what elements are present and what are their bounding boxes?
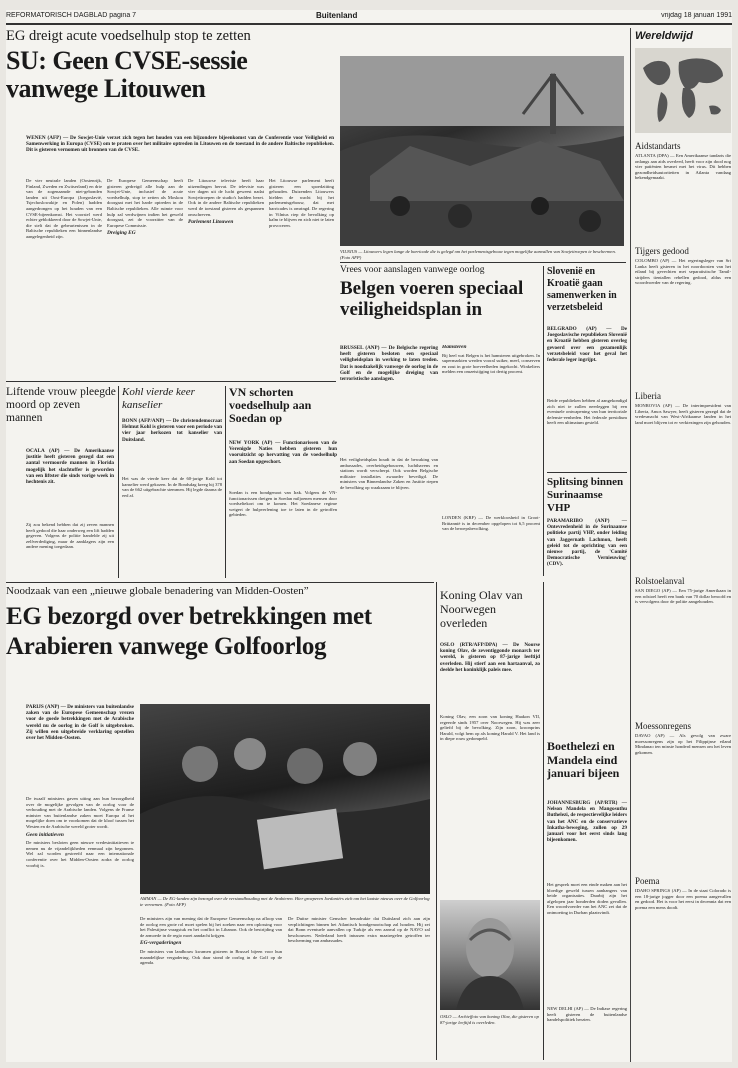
a5-body: Zij zou bekend hebben dat zij zeven mannen heeft gedood die haar onderweg een lift hadden gegeven. Volgens de politie handelde zij uit zelfverdediging, maar de aanklagers zijn een andere mening toegedaan.	[26, 522, 114, 550]
a10-sub1: Geen initiatieven	[26, 831, 64, 838]
a6-lead: BONN (AFP/ANP) — De christendemocraat Helmut Kohl is gisteren voor een periode van vier jaar herkozen tot kanselier van Duitsland.	[122, 418, 222, 443]
a3-headline: Slovenië en Kroatië gaan samenwerken in verzetsbeleid	[547, 266, 617, 313]
a8-headline: Koning Olav van Noorwegen overleden	[440, 588, 523, 630]
a5-headline: Liftende vrouw pleegde moord op zeven mannen	[6, 386, 116, 424]
ww-item-title: Tijgers gedood	[635, 246, 689, 256]
a4-lead: PARAMARIBO (ANP) — Ontevredenheid in de Surinaamse politieke partij VHP, onder leiding van Jaggernath Lachmon, heeft geleid tot de oprichting van een nieuwe partij, de 'Comité Democratische Vernieuwing' (CDV).	[547, 518, 627, 568]
a1-col3: De Litouwse televisie heeft haar uitzendingen hervat. De televisie was vier dagen uit de lucht geweest nadat Sowjettroepen de studio's hadden bezet. Ook in de andere Baltische republieken werd de toestand gisteren als gespannen omschreven.	[188, 178, 264, 217]
a8-body: Koning Olav, een zoon van koning Haakon VII, regeerde sinds 1957 over Noorwegen. Hij was zeer geliefd bij de bevolking. Zijn zoon, kroonprins Harald, volgt hem op als koning Harald V. Het land is in diepe rouw gedompeld.	[440, 714, 540, 742]
ww-item	[635, 576, 731, 718]
a2-body: Het veiligheidsplan houdt in dat de bewaking van ambassades, overheidsgebouwen, luchthavens en stations wordt verscherpt. Ook worden Belgische militaire installaties zwaarder beveiligd. De ministers van Binnenlandse Zaken en Justitie riepen de bevolking op waakzaam te blijven.	[340, 457, 438, 490]
a10-sub2: EG-vergaderingen	[140, 940, 182, 947]
col-rule	[436, 582, 437, 1060]
photo-amman-graphic	[140, 704, 430, 894]
world-map-icon	[635, 48, 731, 133]
ww-item-text: DAVAO (AP) — Als gevolg van zware moessonregens zijn op het Filippijnse eiland Mindanao ten minste honderd mensen om het leven gekomen.	[635, 733, 731, 755]
a2-dateline: LONDEN (KRF) — De werkloosheid in Groot-Brittannië is in december opgelopen tot 6,5 procent van de beroepsbevolking.	[442, 515, 540, 532]
a7-headline: VN schorten voedselhulp aan Soedan op	[229, 386, 312, 425]
photo-vilnius-caption: VILNIUS — Litouwers legen lange de barricade die is gelegd om het parlementsgebouw tegen mogelijke aanvallen van Sowjettroepen te beschermen. (Foto AFP)	[340, 249, 616, 260]
ww-item-text: COLOMBO (AP) — Het regeringsleger van Sri Lanka heeft gisteren in het noordoosten van het eiland bij gevechten met separatistische Tamil-strijders tientallen rebellen gedood, aldus een woordvoerder van de regering.	[635, 258, 731, 286]
a1-sub1: Dreiging EG	[107, 230, 136, 237]
ww-item-title: Poema	[635, 876, 660, 886]
wereldwijd-title: Wereldwijd	[635, 30, 693, 42]
photo-vilnius	[340, 56, 624, 246]
divider	[340, 262, 626, 263]
a1-sub2: Parlement Litouwen	[188, 219, 234, 226]
a2-lead: BRUSSEL (ANP) — De Belgische regering heeft gisteren besloten een speciaal veiligheidsplan in werking te laten treden. Dat is noodzakelijk vanwege de oorlog in de Golf en de mogelijke dreiging van terroristische aanslagen.	[340, 345, 438, 383]
divider	[547, 472, 627, 473]
ww-item	[635, 141, 731, 243]
world-map-graphic	[635, 48, 731, 133]
a6-headline: Kohl vierde keer kanselier	[122, 386, 195, 411]
col-rule	[118, 386, 119, 578]
a10-col2: De ministers zijn van mening dat de Europese Gemeenschap na afloop van de oorlog een grote rol moet spelen bij het zoeken naar een oplossing voor het Palestijnse vraagstuk en het conflict in Libanon. Ook de bestrijding van de armoede in de regio moet aandacht krijgen.	[140, 916, 282, 938]
a10-col1-wrap	[26, 796, 134, 1058]
a10-kicker: Noodzaak van een „nieuwe globale benadering van Midden-Oosten”	[6, 585, 309, 597]
col-rule	[543, 582, 544, 1060]
a9-lead: JOHANNESBURG (AP/RTR) — Nelson Mandela en Mangosuthu Buthelezi, de respectievelijke leiders van het ANC en de conservatieve Inkatha-beweging, zullen op 29 januari voor het eerst sinds lang bijeenkomen.	[547, 800, 627, 844]
ww-item-text: MONROVIA (AP) — De interimpresident van Liberia, Amos Sawyer, heeft gisteren gezegd dat de vredesmacht van West-Afrikaanse landen in het land moet blijven tot er verkiezingen zijn gehouden.	[635, 403, 731, 425]
a2-kicker: Vrees voor aanslagen vanwege oorlog	[340, 265, 485, 275]
a10-col1: De twaalf ministers gaven uiting aan hun bezorgdheid over de mogelijke gevolgen van de oorlog voor de verhouding met de Arabische landen. Volgens de Franse minister van buitenlandse zaken moet Europa al het mogelijke doen om te voorkomen dat de kloof tussen het Westen en de Arabische wereld groter wordt.	[26, 796, 134, 829]
a10-col3: De Duitse minister Genscher benadrukte dat Duitsland zich aan zijn verplichtingen binnen het Atlantisch bondgenootschap zal houden. Hij zei dat Bonn eventuele aanvallen op Turkije als een aanval op de NAVO zal beschouwen. Nederland heeft intussen extra maatregelen getroffen ter bescherming van ambassades.	[288, 916, 430, 944]
a3-lead: BELGRADO (AP) — De Joegoslavische republieken Slovenië en Kroatië hebben gisteren overleg gevoerd over een gezamenlijk verzetsbeleid voor het geval het federale leger ingrijpt.	[547, 326, 627, 364]
page-header	[6, 12, 732, 22]
a5-lead: OCALA (AP) — De Amerikaanse justitie heeft gisteren gezegd dat een aantal vermoorde mannen in Florida mogelijk het slachtoffer is geworden van een liftster die sinds vorige week in hechtenis zit.	[26, 448, 114, 486]
ww-item	[635, 721, 731, 873]
a10-col1b: De ministers besloten geen nieuwe vredesinitiatieven te nemen nu de vijandelijkheden eenmaal zijn begonnen. Wel zal worden gestreefd naar een internationale conferentie over het Midden-Oosten zodra de oorlog voorbij is.	[26, 840, 134, 868]
header-rule	[6, 23, 732, 25]
photo-olav-caption: OSLO — Archieffoto van koning Olav, die gisteren op 87-jarige leeftijd is overleden.	[440, 1014, 539, 1025]
divider	[6, 381, 336, 382]
a9-body: Het gesprek moet een einde maken aan het bloedige geweld tussen aanhangers van beide organisaties. Daarbij zijn het afgelopen jaar honderden doden gevallen. Een woordvoerder van het ANC zei dat de ontmoeting in Durban plaatsvindt.	[547, 882, 627, 915]
header-date: vrijdag 18 januari 1991	[661, 12, 732, 19]
a3-body: Beide republieken hebben al aangekondigd zich niet te zullen neerleggen bij een eventuele ontwapening van hun territoriale defensie-eenheden. Het federale presidium heeft een ultimatum gesteld.	[547, 398, 627, 426]
a1-col2: De Europese Gemeenschap heeft gisteren gedreigd alle hulp aan de Sowjet-Unie, inclusief de acute voedselhulp, stop te zetten als Moskou doorgaat met het harde optreden in de Baltische republieken. Alle ruimte voor hulp zal verdwijnen indien het geweld doorgaat, zei de voorzitter van de Europese Commissie.	[107, 178, 183, 228]
photo-amman-caption: AMMAN — De EG-landen zijn bezorgd over de verstandhouding met de Arabieren. Hier groeperen Jordaniërs zich om het laatste nieuws over de Golfoorlog te vernemen. (Foto AFP)	[140, 896, 430, 907]
ww-item-title: Moessonregens	[635, 721, 691, 731]
col-rule	[225, 386, 226, 578]
a2-col2	[442, 345, 540, 510]
a10-col2-wrap	[140, 916, 282, 1060]
header-section: Buitenland	[316, 12, 358, 20]
photo-olav	[440, 900, 540, 1010]
a9-headline: Boethelezi en Mandela eind januari bijeen	[547, 740, 620, 780]
a1-col3-wrap	[188, 178, 264, 378]
ww-item-title: Liberia	[635, 391, 661, 401]
photo-vilnius-graphic	[340, 56, 624, 246]
ww-item	[635, 391, 731, 573]
a2-sub: Hamsteren	[442, 345, 467, 350]
a2-body2: Bij heel wat Belgen is het hamsteren uitgebroken. In supermarkten werden vooral suiker, meel, conserven en zout in grote hoeveelheden ingekocht. Winkeliers melden een omzetstijging tot dertig procent.	[442, 352, 540, 375]
ww-item-text: SAN DIEGO (AP) — Een 75-jarige Amerikaan in een rolstoel heeft een bank van 70 dollar beroofd en is vervolgens door de politie aangehouden.	[635, 588, 731, 605]
a1-lead: WENEN (AFP) — De Sowjet-Unie verzet zich tegen het houden van een bijzondere bijeenkomst van de Conferentie voor Veiligheid en Samenwerking in Europa (CVSE) om te praten over het militaire optreden in Litouwen en de toestand in de andere Baltische republieken. Dit is gisteren vernomen uit bronnen van de CVSE.	[26, 135, 334, 154]
a1-col4: Het Litouwse parlement heeft gisteren een spoedzitting gehouden. Duizenden Litouwers hielden de wacht bij het parlementsgebouw, dat met barricades is omringd. De regering in Vilnius riep de bevolking op kalm te blijven en zich niet te laten provoceren.	[269, 178, 334, 228]
ww-item-text: IDAHO SPRINGS (AP) — In de staat Colorado is een 18-jarige jogger door een poema aangevallen en gedood. Het is voor het eerst in decennia dat een poema een mens doodt.	[635, 888, 731, 910]
a7-lead: NEW YORK (AP) — Functionarissen van de Verenigde Naties hebben gisteren hun vooruitzicht op hervatting van de voedselhulp aan Soedan opgeschort.	[229, 440, 337, 465]
a1-col2-wrap	[107, 178, 183, 378]
a10-headline: EG bezorgd over betrekkingen met Arabieren vanwege Golfoorlog	[6, 603, 372, 660]
ww-item	[635, 876, 731, 1038]
a6-body: Het was de vierde keer dat de 60-jarige Kohl tot kanselier werd gekozen. In de Bondsdag kreeg hij 378 van de 662 uitgebrachte stemmen. Hij legde daarna de eed af.	[122, 476, 222, 498]
a1-headline: SU: Geen CVSE-sessie vanwege Litouwen	[6, 47, 248, 103]
newspaper-page	[6, 10, 732, 1062]
ww-item-title: Aidstandarts	[635, 141, 681, 151]
wereldwijd-items	[635, 138, 731, 1058]
a1-kicker: EG dreigt acute voedselhulp stop te zetten	[6, 28, 251, 44]
ww-item-title: Rolstoelanval	[635, 576, 685, 586]
a2-headline: Belgen voeren speciaal veiligheidsplan in	[340, 278, 524, 320]
a4-headline: Splitsing binnen Surinaamse VHP	[547, 476, 624, 514]
ww-item	[635, 246, 731, 388]
a8-lead: OSLO (RTR/AFP/DPA) — De Noorse koning Olav, de zeventiggonde monarch ter wereld, is gisteren op 87-jarige leeftijd overleden. Hij stierf aan een hartaanval, zo deelde het koninklijk paleis mee.	[440, 642, 540, 673]
a1-col1: De vier neutrale landen (Oostenrijk, Finland, Zweden en Zwitserland) en drie van de zogenaamde niet-gebonden landen uit Oost-Europa (Joegoslavië, Tsjechoslowakije en Polen) hadden aangedrongen op het houden van een CVSE-bijeenkomst. Het voorstel werd echter geblokkeerd door de Sowjet-Unie, die stelt dat de gebeurtenissen in de Baltische republieken een binnenlandse aangelegenheid zijn.	[26, 178, 102, 239]
header-paper-name: REFORMATORISCH DAGBLAD pagina 7	[6, 12, 137, 19]
col-rule	[543, 266, 544, 576]
a10-lead: PARIJS (ANP) — De ministers van buitenlandse zaken van de Europese Gemeenschap vrezen voor de goede betrekkingen met de Arabische wereld nu de oorlog in de Golf is uitgebroken. Zij willen een uitgebreide verklaring opstellen over het Midden-Oosten.	[26, 704, 134, 742]
ww-item-text: ATLANTA (DPA) — Een Amerikaanse tandarts die onlangs aan aids overleed, heeft voor zijn dood nog vier patiënten besmet met het virus. Dit hebben gezondheidsautoriteiten in Atlanta vandaag bekendgemaakt.	[635, 153, 731, 181]
portrait-graphic	[440, 900, 540, 1010]
a9-dateline: NEW DELHI (AP) — De Indiase regering heeft gisteren de buitenlandse handelspolitiek herzien.	[547, 1006, 627, 1023]
photo-amman	[140, 704, 430, 894]
a7-body: Soedan is een bondgenoot van Irak. Volgens de VN-functionarissen dreigen in Soedan miljoenen mensen door voedseltekort om te komen. Het Soedanese regime weigert de hulpverlening toe te laten in de getroffen gebieden.	[229, 490, 337, 518]
divider	[6, 582, 434, 583]
wereldwijd-column	[630, 28, 733, 1062]
a10-col2b: De ministers van landbouw kwamen gisteren in Brussel bijeen voor hun maandelijkse vergadering. Ook daar stond de oorlog in de Golf op de agenda.	[140, 948, 282, 966]
